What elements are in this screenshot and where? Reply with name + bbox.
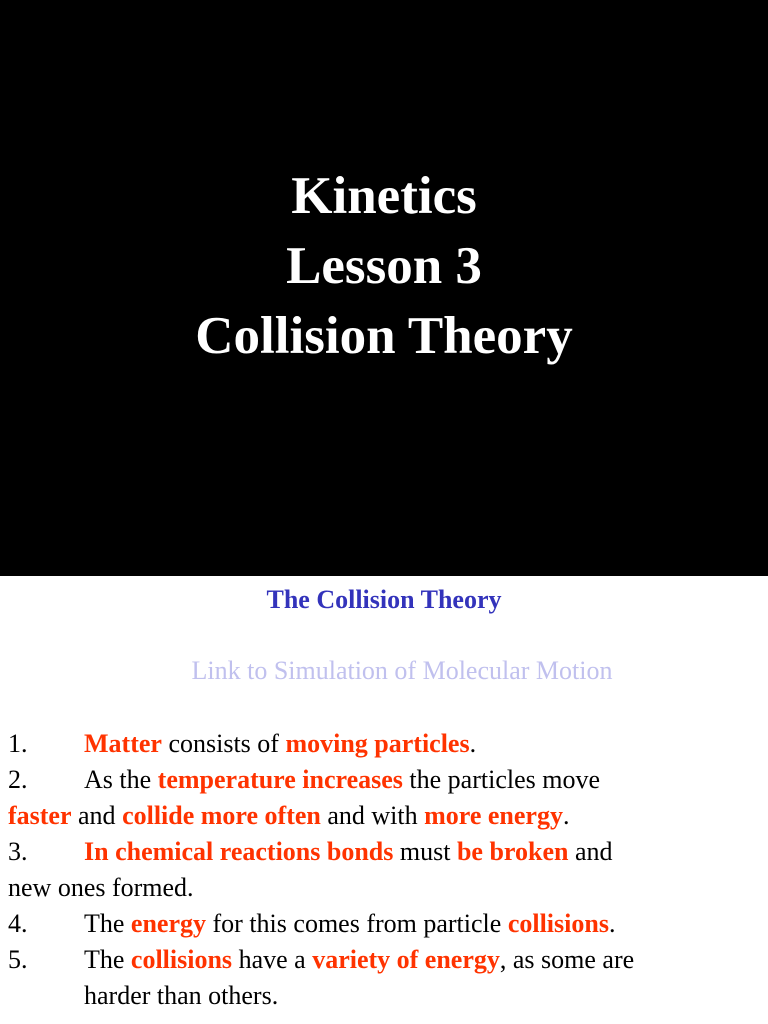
- list-item-line: [8, 870, 194, 906]
- body-text: .: [469, 729, 477, 758]
- body-text: and: [568, 837, 613, 866]
- body-text: consists of: [161, 729, 286, 758]
- body-text: and with: [320, 801, 425, 830]
- list-item-line: [84, 978, 278, 1014]
- simulation-link[interactable]: Link to Simulation of Molecular Motion: [191, 656, 613, 685]
- slide-title-topic: Collision Theory: [195, 307, 573, 365]
- highlighted-term: energy: [130, 909, 207, 938]
- list-item-number: 3.: [8, 837, 28, 866]
- body-text: .: [608, 909, 616, 938]
- highlighted-term: be broken: [456, 837, 569, 866]
- body-text: As the: [84, 765, 158, 794]
- highlighted-term: collisions: [130, 945, 233, 974]
- highlighted-term: faster: [8, 801, 72, 830]
- content-slide: [0, 576, 768, 1024]
- highlighted-term: collide more often: [122, 801, 321, 830]
- highlighted-term: more energy: [424, 801, 563, 830]
- body-text: the particles move: [402, 765, 601, 794]
- list-item-number: 4.: [8, 909, 28, 938]
- body-text: and: [71, 801, 123, 830]
- list-item-line: [84, 762, 600, 798]
- highlighted-term: Matter: [84, 729, 162, 758]
- slide-title-kinetics: Kinetics: [291, 167, 477, 225]
- body-text: have a: [232, 945, 313, 974]
- list-item-line: [84, 942, 634, 978]
- body-text: .: [562, 801, 570, 830]
- highlighted-term: temperature increases: [157, 765, 403, 794]
- list-item-line: [8, 798, 569, 834]
- highlighted-term: collisions: [507, 909, 609, 938]
- highlighted-term: moving particles: [285, 729, 470, 758]
- list-item-line: [84, 834, 613, 870]
- body-text: , as some are: [499, 945, 635, 974]
- section-heading: The Collision Theory: [266, 585, 502, 614]
- highlighted-term: variety of energy: [312, 945, 500, 974]
- body-text: must: [393, 837, 457, 866]
- body-text: harder than others.: [84, 981, 279, 1010]
- slide-title-lesson: Lesson 3: [286, 237, 482, 295]
- body-text: for this comes from particle: [206, 909, 508, 938]
- body-text: The: [84, 909, 131, 938]
- body-text: The: [84, 945, 131, 974]
- list-item-line: [84, 906, 615, 942]
- list-item-number: 1.: [8, 729, 28, 758]
- body-text: new ones formed.: [8, 873, 194, 902]
- list-item-number: 5.: [8, 945, 28, 974]
- highlighted-term: In chemical reactions bonds: [84, 837, 394, 866]
- list-item-number: 2.: [8, 765, 28, 794]
- list-item-line: [84, 726, 476, 762]
